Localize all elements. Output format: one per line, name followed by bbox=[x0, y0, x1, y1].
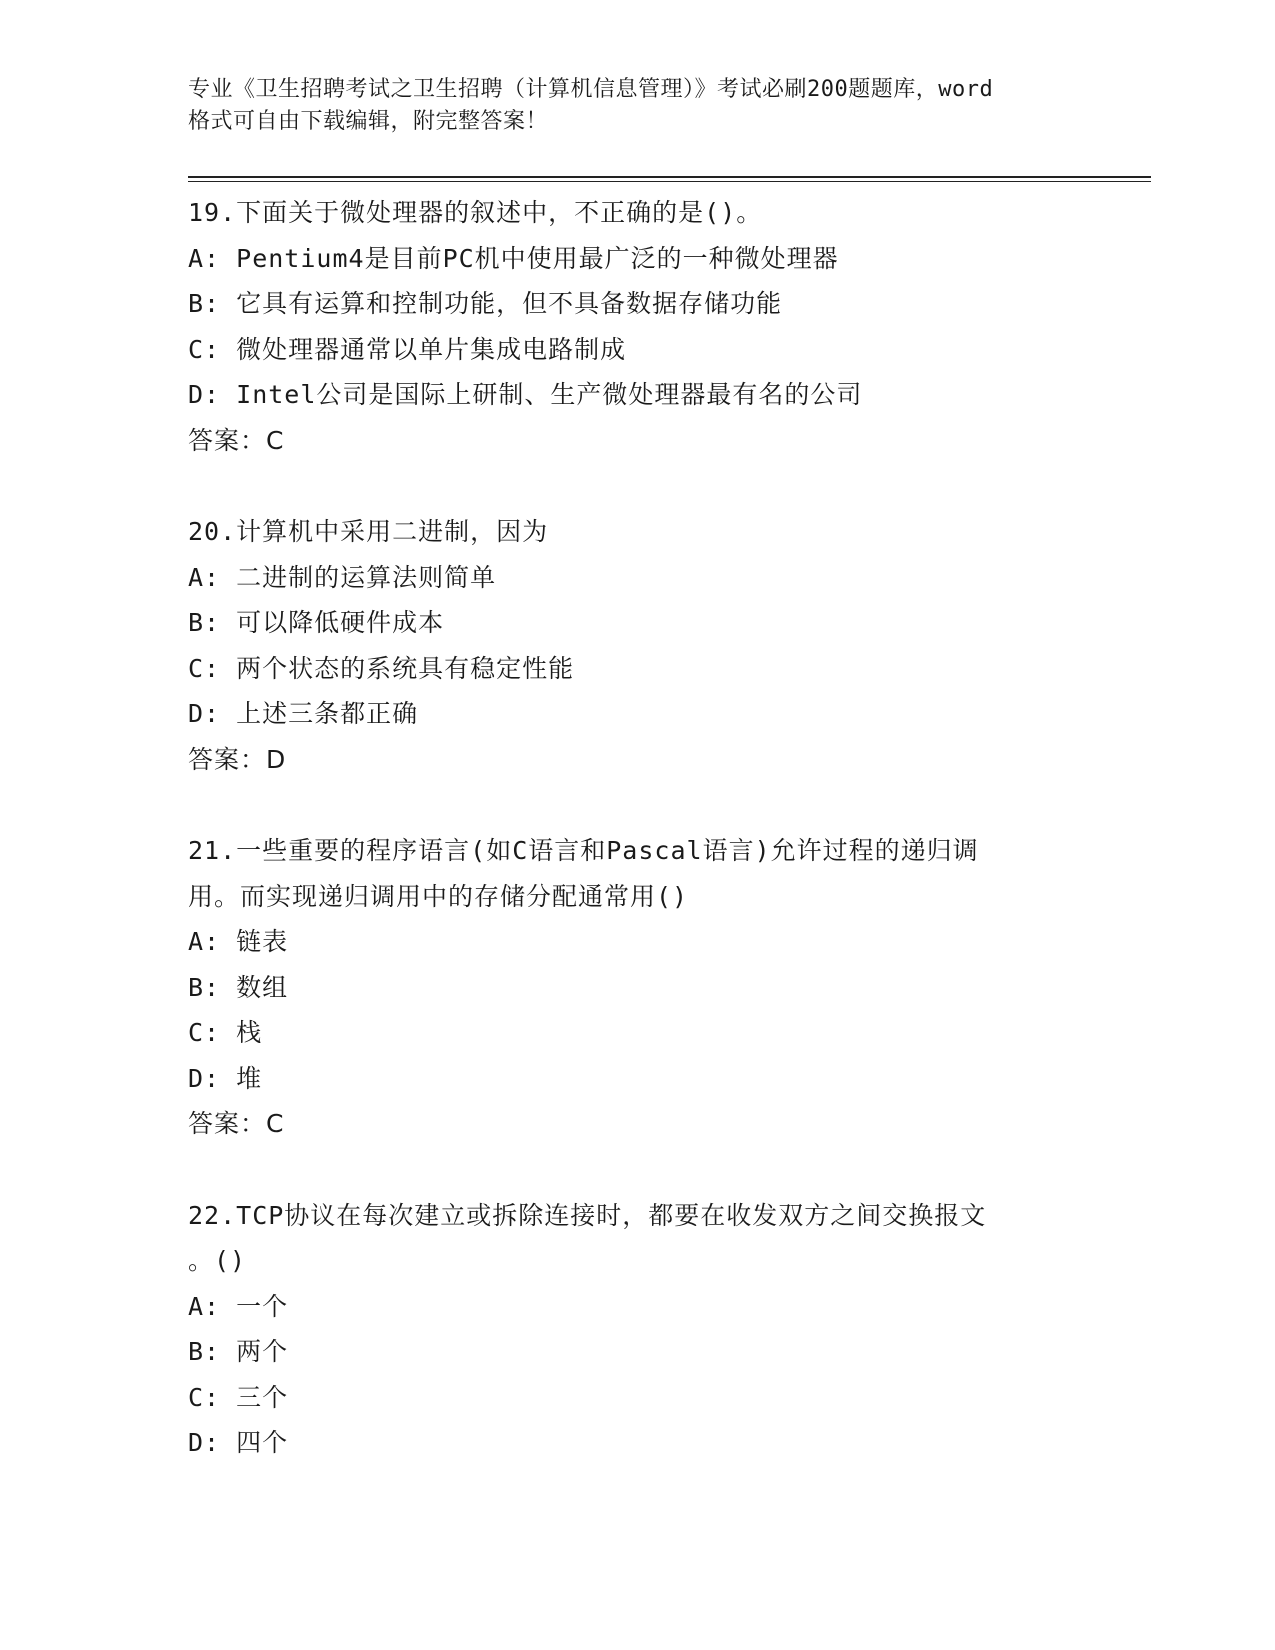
option-d: D: 上述三条都正确 bbox=[188, 699, 419, 728]
question-stem-line-1: 22.TCP协议在每次建立或拆除连接时，都要在收发双方之间交换报文 bbox=[188, 1200, 987, 1230]
option-d: D: 堆 bbox=[188, 1063, 263, 1093]
option-a: A: Pentium4是目前PC机中使用最广泛的一种微处理器 bbox=[188, 243, 839, 273]
answer-label: 答案：D bbox=[188, 744, 287, 774]
question-19 bbox=[188, 190, 1088, 463]
option-b: B: 它具有运算和控制功能，但不具备数据存储功能 bbox=[188, 289, 783, 318]
document-header bbox=[188, 74, 1088, 138]
option-a: A: 一个 bbox=[188, 1291, 289, 1321]
option-d: D: Intel公司是国际上研制、生产微处理器最有名的公司 bbox=[188, 380, 863, 409]
option-a: A: 链表 bbox=[188, 927, 289, 956]
option-c: C: 两个状态的系统具有稳定性能 bbox=[188, 653, 575, 683]
question-21 bbox=[188, 828, 1088, 1147]
option-d: D: 四个 bbox=[188, 1428, 289, 1457]
question-stem-line-2: 。() bbox=[188, 1246, 247, 1275]
option-b: B: 两个 bbox=[188, 1337, 289, 1366]
header-line-1: 专业《卫生招聘考试之卫生招聘（计算机信息管理）》考试必刷200题题库，word bbox=[188, 77, 994, 102]
option-c: C: 栈 bbox=[188, 1018, 263, 1047]
header-line-2: 格式可自由下载编辑，附完整答案！ bbox=[188, 109, 549, 134]
header-divider-thick bbox=[188, 176, 1151, 178]
option-c: C: 微处理器通常以单片集成电路制成 bbox=[188, 334, 627, 364]
option-b: B: 可以降低硬件成本 bbox=[188, 608, 445, 637]
question-stem: 20.计算机中采用二进制，因为 bbox=[188, 517, 549, 546]
question-stem-line-1: 21.一些重要的程序语言(如C语言和Pascal语言)允许过程的递归调 bbox=[188, 836, 979, 865]
option-c: C: 三个 bbox=[188, 1382, 289, 1412]
question-stem: 19.下面关于微处理器的叙述中，不正确的是()。 bbox=[188, 198, 763, 227]
header-divider-thin bbox=[188, 181, 1151, 182]
question-stem-line-2: 用。而实现递归调用中的存储分配通常用() bbox=[188, 881, 689, 911]
question-20 bbox=[188, 509, 1088, 782]
answer-label: 答案：C bbox=[188, 425, 285, 455]
option-b: B: 数组 bbox=[188, 972, 289, 1002]
question-22 bbox=[188, 1193, 1088, 1466]
question-list bbox=[188, 190, 1088, 1466]
option-a: A: 二进制的运算法则简单 bbox=[188, 562, 497, 592]
answer-label: 答案：C bbox=[188, 1109, 285, 1138]
